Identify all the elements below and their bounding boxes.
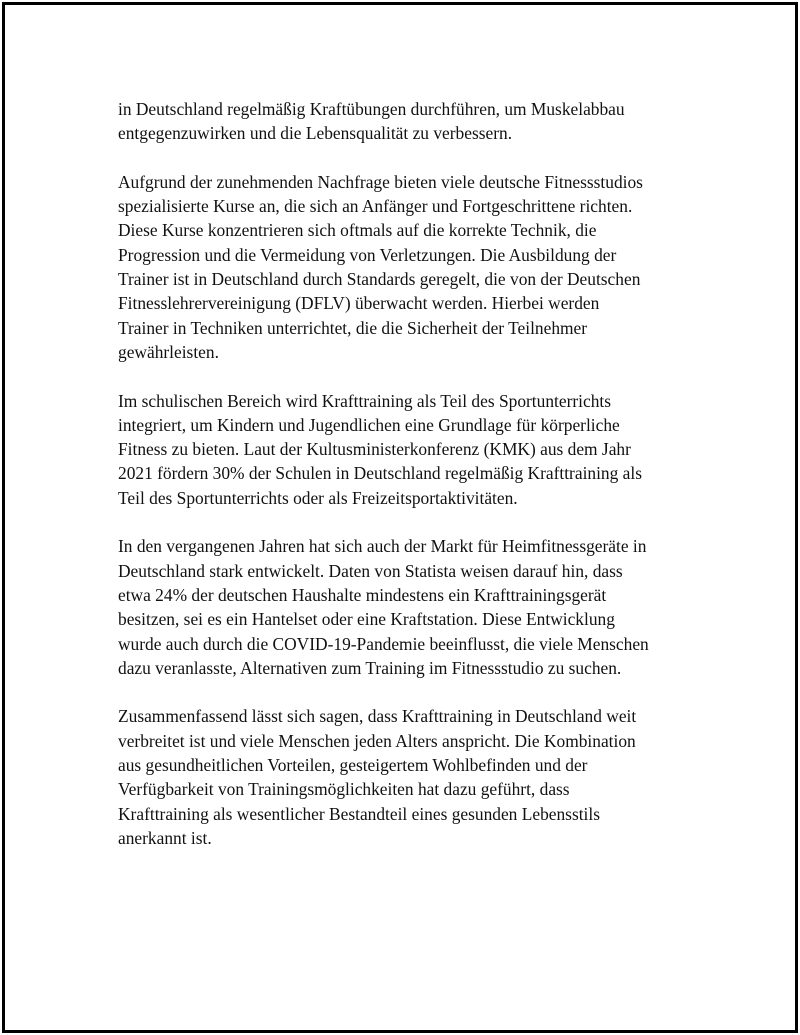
paragraph-conclusion: Zusammenfassend lässt sich sagen, dass Krafttraining in Deutschland weit verbreitet ist und viele Menschen jeden Alters anspricht. Die Kombination aus gesundheitlichen Vorteilen, gesteigertem Wohlbefinden und der Verfügbarkeit von Trainingsmöglichkeiten hat dazu geführt, dass Krafttraining als wesentlicher Bestandteil eines gesunden Lebensstils anerkannt ist. bbox=[118, 706, 637, 848]
paragraph-home-fitness-market: In den vergangenen Jahren hat sich auch der Markt für Heimfitnessgeräte in Deutschland stark entwickelt. Daten von Statista weisen darauf hin, dass etwa 24% der deutschen Haushalte mindestens ein Krafttrainingsgerät besitzen, sei es ein Hantelset oder eine Kraftstation. Diese Entwicklung wurde auch durch die COVID-19-Pandemie beeinflusst, die viele Menschen dazu veranlasste, Alternativen zum Training im Fitnessstudio zu suchen. bbox=[118, 536, 649, 678]
paragraph-fitness-studio-courses: Aufgrund der zunehmenden Nachfrage bieten viele deutsche Fitnessstudios spezialisierte Kurse an, die sich an Anfänger und Fortgeschrittene richten. Diese Kurse konzentrieren sich oftmals auf die korrekte Technik, die Progression und die Vermeidung von Verletzungen. Die Ausbildung der Trainer ist in Deutschland durch Standards geregelt, die von der Deutschen Fitnesslehrervereinigung (DFLV) überwacht werden. Hierbei werden Trainer in Techniken unterrichtet, die die Sicherheit der Teilnehmer gewährleisten. bbox=[118, 171, 643, 362]
page-border-frame bbox=[2, 2, 798, 1033]
paragraph-muscle-loss: in Deutschland regelmäßig Kraftübungen durchführen, um Muskelabbau entgegenzuwirken und die Lebensqualität zu verbessern. bbox=[118, 99, 625, 144]
document-body bbox=[118, 97, 688, 875]
paragraph-school-sports: Im schulischen Bereich wird Krafttraining als Teil des Sportunterrichts integriert, um Kindern und Jugendlichen eine Grundlage für körperliche Fitness zu bieten. Laut der Kultusministerkonferenz (KMK) aus dem Jahr 2021 fördern 30% der Schulen in Deutschland regelmäßig Krafttraining als Teil des Sportunterrichts oder als Freizeitsportaktivitäten. bbox=[118, 390, 642, 508]
